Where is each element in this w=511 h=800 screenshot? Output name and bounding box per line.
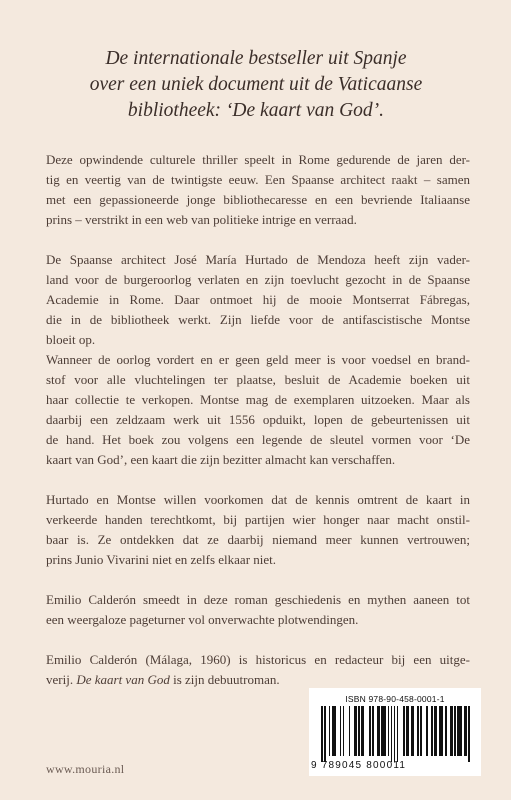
barcode-bar (411, 706, 414, 756)
paragraph-intro (46, 150, 470, 230)
text-line: Academie in Rome. Daar ontmoet hij de mooie Montserrat Fábregas, (46, 292, 470, 307)
book-title: De kaart van God (76, 672, 170, 687)
barcode-bar (381, 706, 386, 756)
text-line: De Spaanse architect José María Hurtado de Mendoza heeft zijn vader- (46, 252, 470, 267)
barcode-bar (445, 706, 447, 756)
barcode-bar (343, 706, 345, 756)
text-line: Emilio Calderón smeedt in deze roman geschiedenis en mythen aaneen tot (46, 592, 470, 607)
text-line: stof voor alle vluchtelingen ter plaatse, besluit de Academie boeken uit (46, 372, 470, 387)
text-line: Wanneer de oorlog vordert en er geen geld meer is voor voedsel en brand- (46, 352, 470, 367)
barcode-bar (369, 706, 371, 756)
text-line: een weergaloze pageturner vol onverwachte plotwendingen. (46, 612, 359, 627)
text-line: haar collectie te verkopen. Montse mag de exemplaren uitzoeken. Maar als (46, 392, 470, 407)
text-line: bloeit op. (46, 332, 96, 347)
text-line: prins Junio Vivarini niet en zelfs elkaar niet. (46, 552, 277, 567)
barcode-bar (394, 706, 396, 762)
barcode-bar (361, 706, 364, 756)
text-line: die in de bibliotheek werkt. Zijn liefde voor de antifascistische Montse (46, 312, 470, 327)
barcode-bar (403, 706, 405, 756)
barcode-bar (439, 706, 444, 756)
text-line (46, 670, 470, 690)
barcode-bar (340, 706, 342, 756)
isbn-barcode (309, 688, 481, 776)
tagline-line-3: bibliotheek: ‘De kaart van God’. (127, 100, 385, 121)
barcode-bar (431, 706, 433, 756)
text-line: de hand. Het boek zou volgens een legende de sleutel vormen voor ‘De (46, 432, 470, 447)
text-line: prins – verstrikt in een web van politieke intrige en verraad. (46, 212, 357, 227)
paragraph-novel (46, 590, 470, 630)
ean-digits: 9 789045 800011 (311, 760, 407, 771)
barcode-bar (464, 706, 467, 756)
text-line: Deze opwindende culturele thriller speelt in Rome gedurende de jaren der- (46, 152, 470, 167)
paragraph-author-bio (46, 650, 470, 690)
barcode-bar (450, 706, 453, 756)
barcode-bar (332, 706, 337, 756)
text-line: Hurtado en Montse willen voorkomen dat de kennis omtrent de kaart in (46, 492, 470, 507)
barcode-bar (358, 706, 360, 756)
blurb (46, 150, 470, 710)
text-line: verkeerde handen terechtkomt, bij partijen wier honger naar macht onstil- (46, 512, 470, 527)
barcode-bar (391, 706, 393, 762)
barcode-bar (468, 706, 470, 762)
barcode-bar (417, 706, 419, 756)
barcode-bar (457, 706, 462, 756)
barcode-bar (426, 706, 428, 756)
barcode-bar (388, 706, 390, 756)
barcode-bar (324, 706, 326, 762)
barcode-bar (377, 706, 380, 756)
text-line: land voor de burgeroorlog verlaten en zijn toevlucht gezocht in de Spaanse (46, 272, 470, 287)
barcode-bar (321, 706, 323, 762)
barcode-bar (454, 706, 456, 756)
bio-text: is zijn debuutroman. (169, 672, 280, 687)
paragraph-architect (46, 250, 470, 350)
barcode-bar (329, 706, 331, 756)
publisher-website: www.mouria.nl (46, 762, 125, 776)
barcode-bar (434, 706, 437, 756)
barcode-bar (349, 706, 351, 756)
text-line: met een gepassioneerde jonge bibliothecaresse en een bevriende Italiaanse (46, 192, 470, 207)
text-line: kaart van God’, een kaart die zijn bezitter almacht kan verschaffen. (46, 452, 396, 467)
text-line: tig en veertig van de twintigste eeuw. Een Spaanse architect raakt – samen (46, 172, 470, 187)
tagline-line-2: over een uniek document uit de Vaticaanse (89, 74, 423, 95)
tagline-line-1: De internationale bestseller uit Spanje (105, 48, 407, 69)
barcode-bar (420, 706, 422, 756)
text-line: Emilio Calderón (Málaga, 1960) is historicus en redacteur bij een uitge- (46, 652, 470, 667)
barcode-bar (372, 706, 374, 756)
barcode-bar (406, 706, 409, 756)
isbn-label: ISBN 978-90-458-0001-1 (345, 694, 445, 704)
barcode-bar (354, 706, 357, 756)
tagline (40, 46, 472, 124)
text-line: baar is. Ze ontdekken dat ze daarbij niemand meer kunnen vertrouwen; (46, 532, 470, 547)
paragraph-map (46, 490, 470, 570)
barcode-bar (397, 706, 399, 762)
text-line: daarbij een zeldzaam werk uit 1556 opduikt, lopen de gebeurtenissen uit (46, 412, 470, 427)
paragraph-war (46, 350, 470, 470)
bio-text: verij. (46, 672, 77, 687)
barcode-bars (321, 706, 473, 756)
